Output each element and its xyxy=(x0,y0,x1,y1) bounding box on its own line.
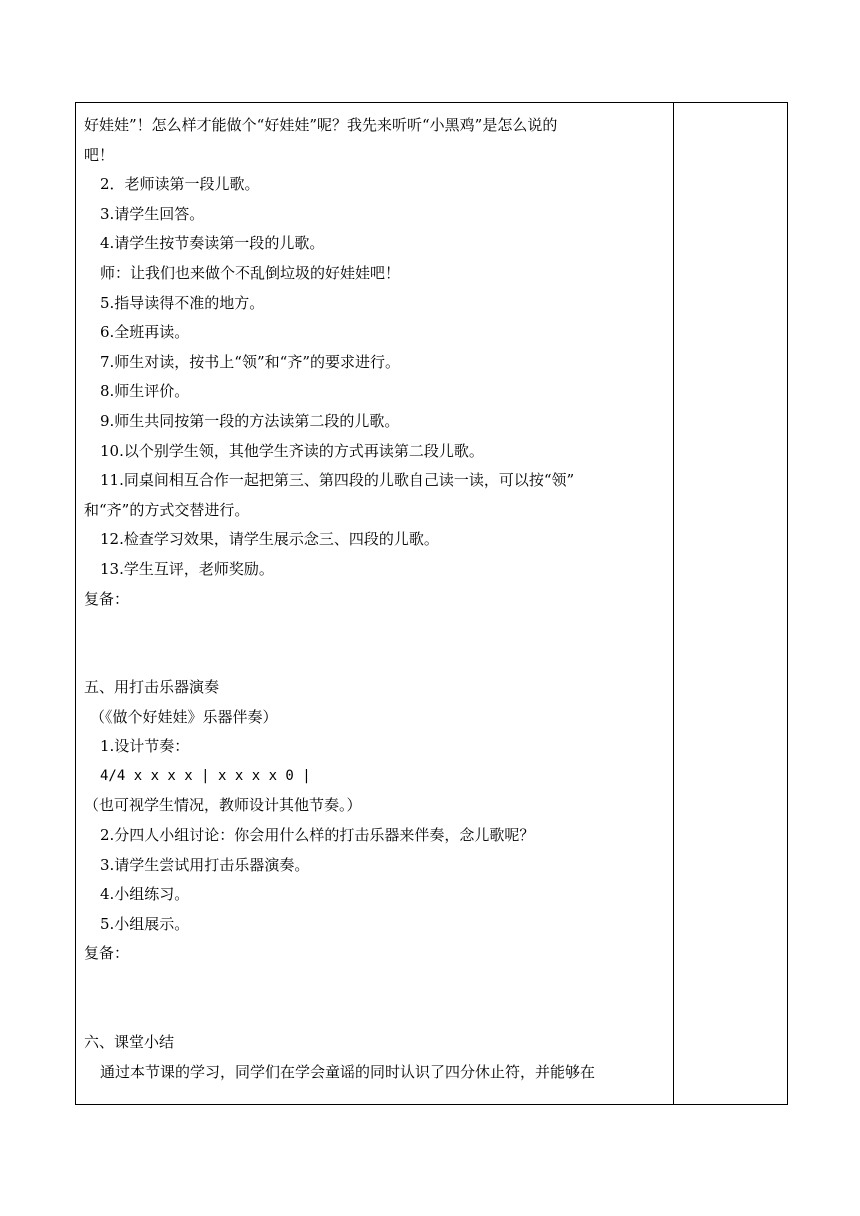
text-line: 好娃娃”！怎么样才能做个“好娃娃”呢？我先来听听“小黑鸡”是怎么说的 xyxy=(84,116,558,134)
text-line: 师：让我们也来做个不乱倒垃圾的好娃娃吧！ xyxy=(100,263,401,282)
text-line: 9.师生共同按第一段的方法读第二段的儿歌。 xyxy=(100,411,400,430)
lesson-plan-table xyxy=(75,102,788,1105)
part-reading-practice xyxy=(84,111,670,614)
text-line: 10.以个别学生领，其他学生齐读的方式再读第二段儿歌。 xyxy=(100,441,484,460)
section6-heading: 六、课堂小结 xyxy=(84,1033,175,1052)
section5-step1: 1.设计节奏： xyxy=(100,737,190,756)
text-line: 复备： xyxy=(84,589,130,608)
section5-subtitle: （《做个好娃娃》乐器伴奏） xyxy=(90,707,278,726)
section5-step: 2.分四人小组讨论：你会用什么样的打击乐器来伴奏，念儿歌呢？ xyxy=(100,826,535,845)
section5-note: （也可视学生情况，教师设计其他节奏。） xyxy=(84,796,362,815)
text-line: 7.师生对读，按书上“领”和“齐”的要求进行。 xyxy=(100,352,400,371)
blank-space xyxy=(84,614,670,673)
text-line: 11.同桌间相互合作一起把第三、第四段的儿歌自己读一读，可以按“领” xyxy=(100,471,575,490)
text-line: 12.检查学习效果，请学生展示念三、四段的儿歌。 xyxy=(100,530,439,549)
text-line: 8.师生评价。 xyxy=(100,382,190,401)
text-line: 和“齐”的方式交替进行。 xyxy=(84,500,250,519)
blank-space xyxy=(84,969,670,1028)
text-line: 2．老师读第一段儿歌。 xyxy=(100,175,260,194)
review-label: 复备： xyxy=(84,944,130,963)
rhythm-notation: 4/4 x x x x | x x x x 0 | xyxy=(100,767,311,784)
text-line: 13.学生互评，老师奖励。 xyxy=(100,559,274,578)
lesson-content xyxy=(84,111,670,1087)
section5-step: 5.小组展示。 xyxy=(100,914,190,933)
section5-step: 4.小组练习。 xyxy=(100,885,190,904)
text-line: 4.请学生按节奏读第一段的儿歌。 xyxy=(100,234,325,253)
text-line: 6.全班再读。 xyxy=(100,323,190,342)
text-line: 3.请学生回答。 xyxy=(100,204,205,223)
section6-text: 通过本节课的学习，同学们在学会童谣的同时认识了四分休止符，并能够在 xyxy=(100,1062,596,1081)
column-divider xyxy=(673,103,674,1104)
section5-heading: 五、用打击乐器演奏 xyxy=(84,678,220,697)
text-line: 5.指导读得不准的地方。 xyxy=(100,293,265,312)
text-line: 吧！ xyxy=(84,145,115,164)
section5-step: 3.请学生尝试用打击乐器演奏。 xyxy=(100,855,310,874)
